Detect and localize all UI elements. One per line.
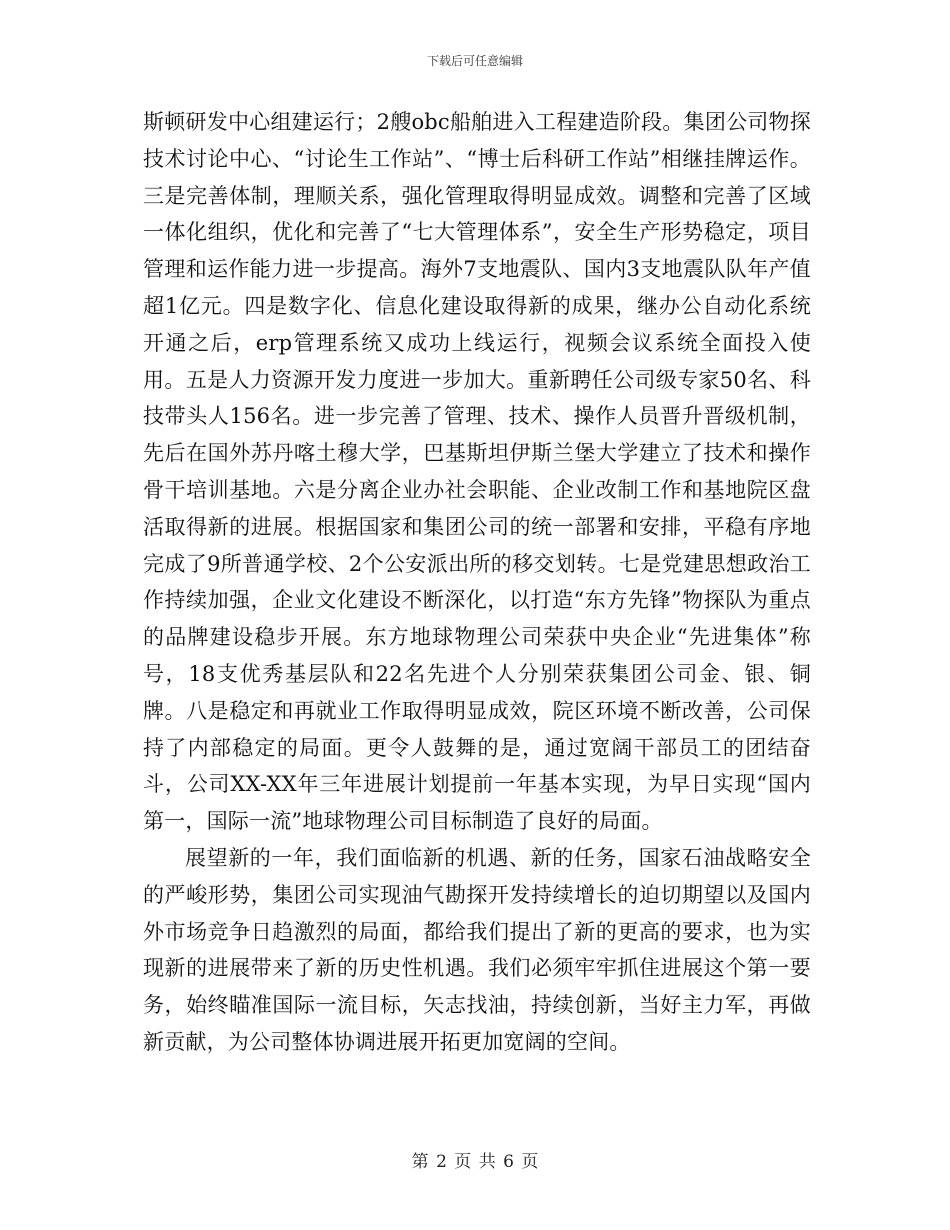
paragraph-outlook: 展望新的一年，我们面临新的机遇、新的任务，国家石油战略安全的严峻形势，集团公司实现油气勘探开发持续增长的迫切期望以及国内外市场竞争日趋激烈的局面，都给我们提出了新的更高的要求，也为实现新的进展带来了新的历史性机遇。我们必须牢牢抓住进展这个第一要务，始终瞄准国际一流目标，矢志找油，持续创新，当好主力军，再做新贡献，为公司整体协调进展开拓更加宽阔的空间。 bbox=[143, 845, 811, 1054]
page-number-footer: 第 2 页 共 6 页 bbox=[411, 1152, 539, 1172]
page-header: 下载后可任意编辑 bbox=[426, 54, 523, 68]
paragraph-continuation: 斯顿研发中心组建运行；2艘obc船舶进入工程建造阶段。集团公司物探技术讨论中心、“讨论生工作站”、“博士后科研工作站”相继挂牌运作。三是完善体制，理顺关系，强化管理取得明显成效。调整和完善了区域一体化组织，优化和完善了“七大管理体系”，安全生产形势稳定，项目管理和运作能力进一步提高。海外7支地震队、国内3支地震队队年产值超1亿元。四是数字化、信息化建设取得新的成果，继办公自动化系统开通之后，erp管理系统又成功上线运行，视频会议系统全面投入使用。五是人力资源开发力度进一步加大。重新聘任公司级专家50名、科技带头人156名。进一步完善了管理、技术、操作人员晋升晋级机制，先后在国外苏丹喀土穆大学，巴基斯坦伊斯兰堡大学建立了技术和操作骨干培训基地。六是分离企业办社会职能、企业改制工作和基地院区盘活取得新的进展。根据国家和集团公司的统一部署和安排，平稳有序地完成了9所普通学校、2个公安派出所的移交划转。七是党建思想政治工作持续加强，企业文化建设不断深化，以打造“东方先锋”物探队为重点的品牌建设稳步开展。东方地球物理公司荣获中央企业“先进集体”称号，18支优秀基层队和22名先进个人分别荣获集团公司金、银、铜牌。八是稳定和再就业工作取得明显成效，院区环境不断改善，公司保持了内部稳定的局面。更令人鼓舞的是，通过宽阔干部员工的团结奋斗，公司XX-XX年三年进展计划提前一年基本实现，为早日实现“国内第一，国际一流”地球物理公司目标制造了良好的局面。 bbox=[143, 110, 811, 834]
document-body bbox=[143, 104, 811, 1061]
